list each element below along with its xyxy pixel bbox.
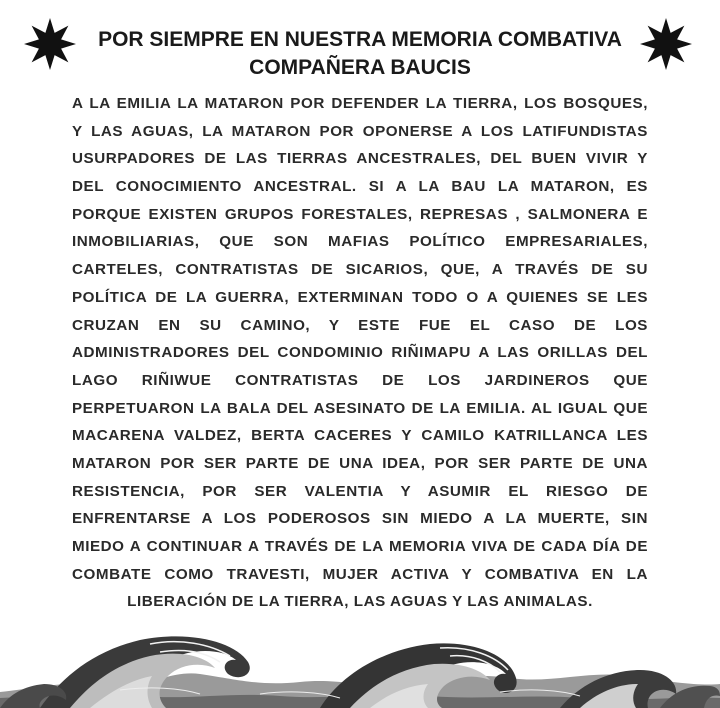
text-line: RESISTENCIA, POR SER VALENTIA Y ASUMIR EL RIESGO DE — [72, 482, 648, 500]
text-line: PORQUE EXISTEN GRUPOS FORESTALES, REPRESAS , SALMONERA E — [72, 205, 648, 223]
text-line: CRUZAN EN SU CAMINO, Y ESTE FUE EL CASO DE LOS — [72, 316, 648, 334]
text-line: Y LAS AGUAS, LA MATARON POR OPONERSE A LOS LATIFUNDISTAS — [72, 122, 648, 140]
title-line-1: POR SIEMPRE EN NUESTRA MEMORIA COMBATIVA — [98, 28, 622, 51]
text-line: USURPADORES DE LAS TIERRAS ANCESTRALES, DEL BUEN VIVIR Y — [72, 150, 648, 168]
text-line: LAGO RIÑIWUE CONTRATISTAS DE LOS JARDINEROS QUE — [72, 371, 648, 389]
text-line: INMOBILIARIAS, QUE SON MAFIAS POLÍTICO EMPRESARIALES, — [72, 233, 648, 251]
text-line: COMBATE COMO TRAVESTI, MUJER ACTIVA Y COMBATIVA EN LA — [72, 565, 648, 583]
text-line: CARTELES, CONTRATISTAS DE SICARIOS, QUE, A TRAVÉS DE SU — [72, 261, 648, 279]
text-line: PERPETUARON LA BALA DEL ASESINATO DE LA EMILIA. AL IGUAL QUE — [72, 399, 648, 417]
text-line: MATARON POR SER PARTE DE UNA IDEA, POR SER PARTE DE UNA — [72, 454, 648, 472]
title-line-2: COMPAÑERA BAUCIS — [249, 56, 471, 79]
text-line: MIEDO A CONTINUAR A TRAVÉS DE LA MEMORIA VIVA DE CADA DÍA DE — [72, 538, 648, 555]
text-line: POLÍTICA DE LA GUERRA, EXTERMINAN TODO O A QUIENES SE LES — [72, 288, 648, 306]
text-line: DEL CONOCIMIENTO ANCESTRAL. SI A LA BAU LA MATARON, ES — [72, 178, 648, 196]
text-line: ADMINISTRADORES DEL CONDOMINIO RIÑIMAPU A LAS ORILLAS DEL — [72, 344, 648, 362]
text-line: ENFRENTARSE A LOS PODEROSOS SIN MIEDO A LA MUERTE, SIN — [72, 510, 648, 528]
ocean-waves-illustration — [0, 600, 720, 708]
page-title — [0, 26, 720, 82]
text-line: MACARENA VALDEZ, BERTA CACERES Y CAMILO KATRILLANCA LES — [72, 427, 648, 445]
memorial-text — [72, 90, 648, 616]
text-line: A LA EMILIA LA MATARON POR DEFENDER LA TIERRA, LOS BOSQUES, — [72, 95, 648, 112]
text-line: LIBERACIÓN DE LA TIERRA, LAS AGUAS Y LAS ANIMALAS. — [127, 593, 593, 611]
